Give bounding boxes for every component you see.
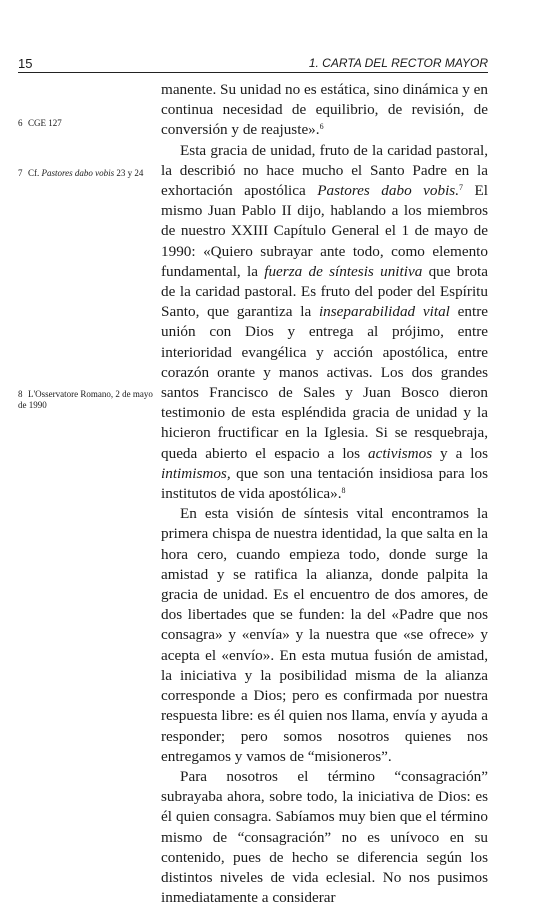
margin-note-8 — [18, 389, 153, 411]
running-title: 1. CARTA DEL RECTOR MAYOR — [308, 56, 488, 70]
note-ref: 8 — [18, 389, 23, 399]
text-run: entre unión con Dios y entrega al prójimo, entre interioridad evangélica y acción apostólica, entre corazón orante y manos activas. Los dos grandes santos Francisco de Sales y Juan Bosco dieron testimonio de esta espléndida gracia de unidad y la hicieron fructificar en la Iglesia. Si se resquebraja, queda abierto el espacio a los — [161, 303, 488, 462]
page-number: 15 — [18, 56, 33, 71]
text-run: que brota de la caridad pastoral. Es fruto del poder del Espíritu Santo, que garantiza la — [161, 262, 488, 321]
text-run: El mismo Juan Pablo II dijo, hablando a los miembros de nuestro XXIII Capítulo General el 1 de mayo de 1990: «Quiero subrayar ante todo, como elemento fundamental, la — [161, 182, 489, 280]
paragraph: En esta visión de síntesis vital encontramos la primera chispa de nuestra identidad, la que salta en la hora cero, cuando empieza todo, donde surge la amistad y se ratifica la alianza, donde palpita la gracia de unidad. Es el encuentro de dos amores, de dos libertades que se funden: la del «Padre que nos consagra» y «envía» y la nuestra que «se ofrece» y acepta el «envío». En esta mutua fusión de amistad, la iniciativa y la posibilidad misma de la alianza corresponde a Dios; pero es confirmada por nuestra respuesta libre: es él quien nos llama, envía y ayuda a responder; pero somos nosotros quienes nos entregamos y vamos de “misioneros”. — [161, 505, 488, 765]
margin-note-7 — [18, 168, 153, 179]
footnote-ref: 8 — [341, 486, 346, 496]
paragraph: Para nosotros el término “consagración” subrayaba ahora, sobre todo, la iniciativa de Dios: es él quien consagra. Sabíamos muy bien que el término mismo de “consagración” no es unívoco en su contenido, pues de hecho se diferencia según los distintos niveles de vida eclesial. No nos pusimos inmediatamente a considerar — [161, 767, 488, 907]
header-rule — [18, 72, 488, 73]
text-run: que son una tentación insidiosa para los institutos de vida apostólica». — [161, 464, 488, 503]
italic-phrase: fuerza de síntesis unitiva — [264, 262, 423, 280]
note-text: CGE 127 — [28, 118, 62, 128]
running-header — [18, 56, 488, 72]
text-run: Esta gracia de unidad, fruto de la caridad pastoral, la describió no hace mucho el Santo Padre en la exhortación apostólica — [161, 141, 488, 200]
italic-phrase: activismos — [368, 444, 433, 462]
main-text — [161, 80, 488, 908]
text-run: y a los — [432, 444, 488, 462]
note-ref: 6 — [18, 118, 23, 128]
italic-title: Pastores dabo vobis. — [317, 182, 460, 200]
note-italic-title: Pastores dabo vobis — [41, 168, 115, 178]
note-text: L'Osservatore Romano, 2 de mayo de 1990 — [18, 389, 153, 410]
paragraph — [161, 80, 488, 141]
paragraph — [161, 141, 488, 505]
italic-phrase: intimismos, — [161, 464, 231, 482]
footnote-ref: 6 — [319, 122, 324, 132]
footnote-ref: 7 — [459, 183, 464, 193]
italic-phrase: inseparabilidad vital — [318, 303, 450, 321]
margin-note-6 — [18, 118, 153, 129]
text-run: manente. Su unidad no es estática, sino dinámica y en continua necesidad de equilibrio, de revisión, de conversión y de reajuste». — [161, 81, 488, 139]
note-suffix: 23 y 24 — [114, 168, 144, 178]
note-prefix: Cf. — [28, 168, 42, 178]
note-ref: 7 — [18, 168, 23, 178]
